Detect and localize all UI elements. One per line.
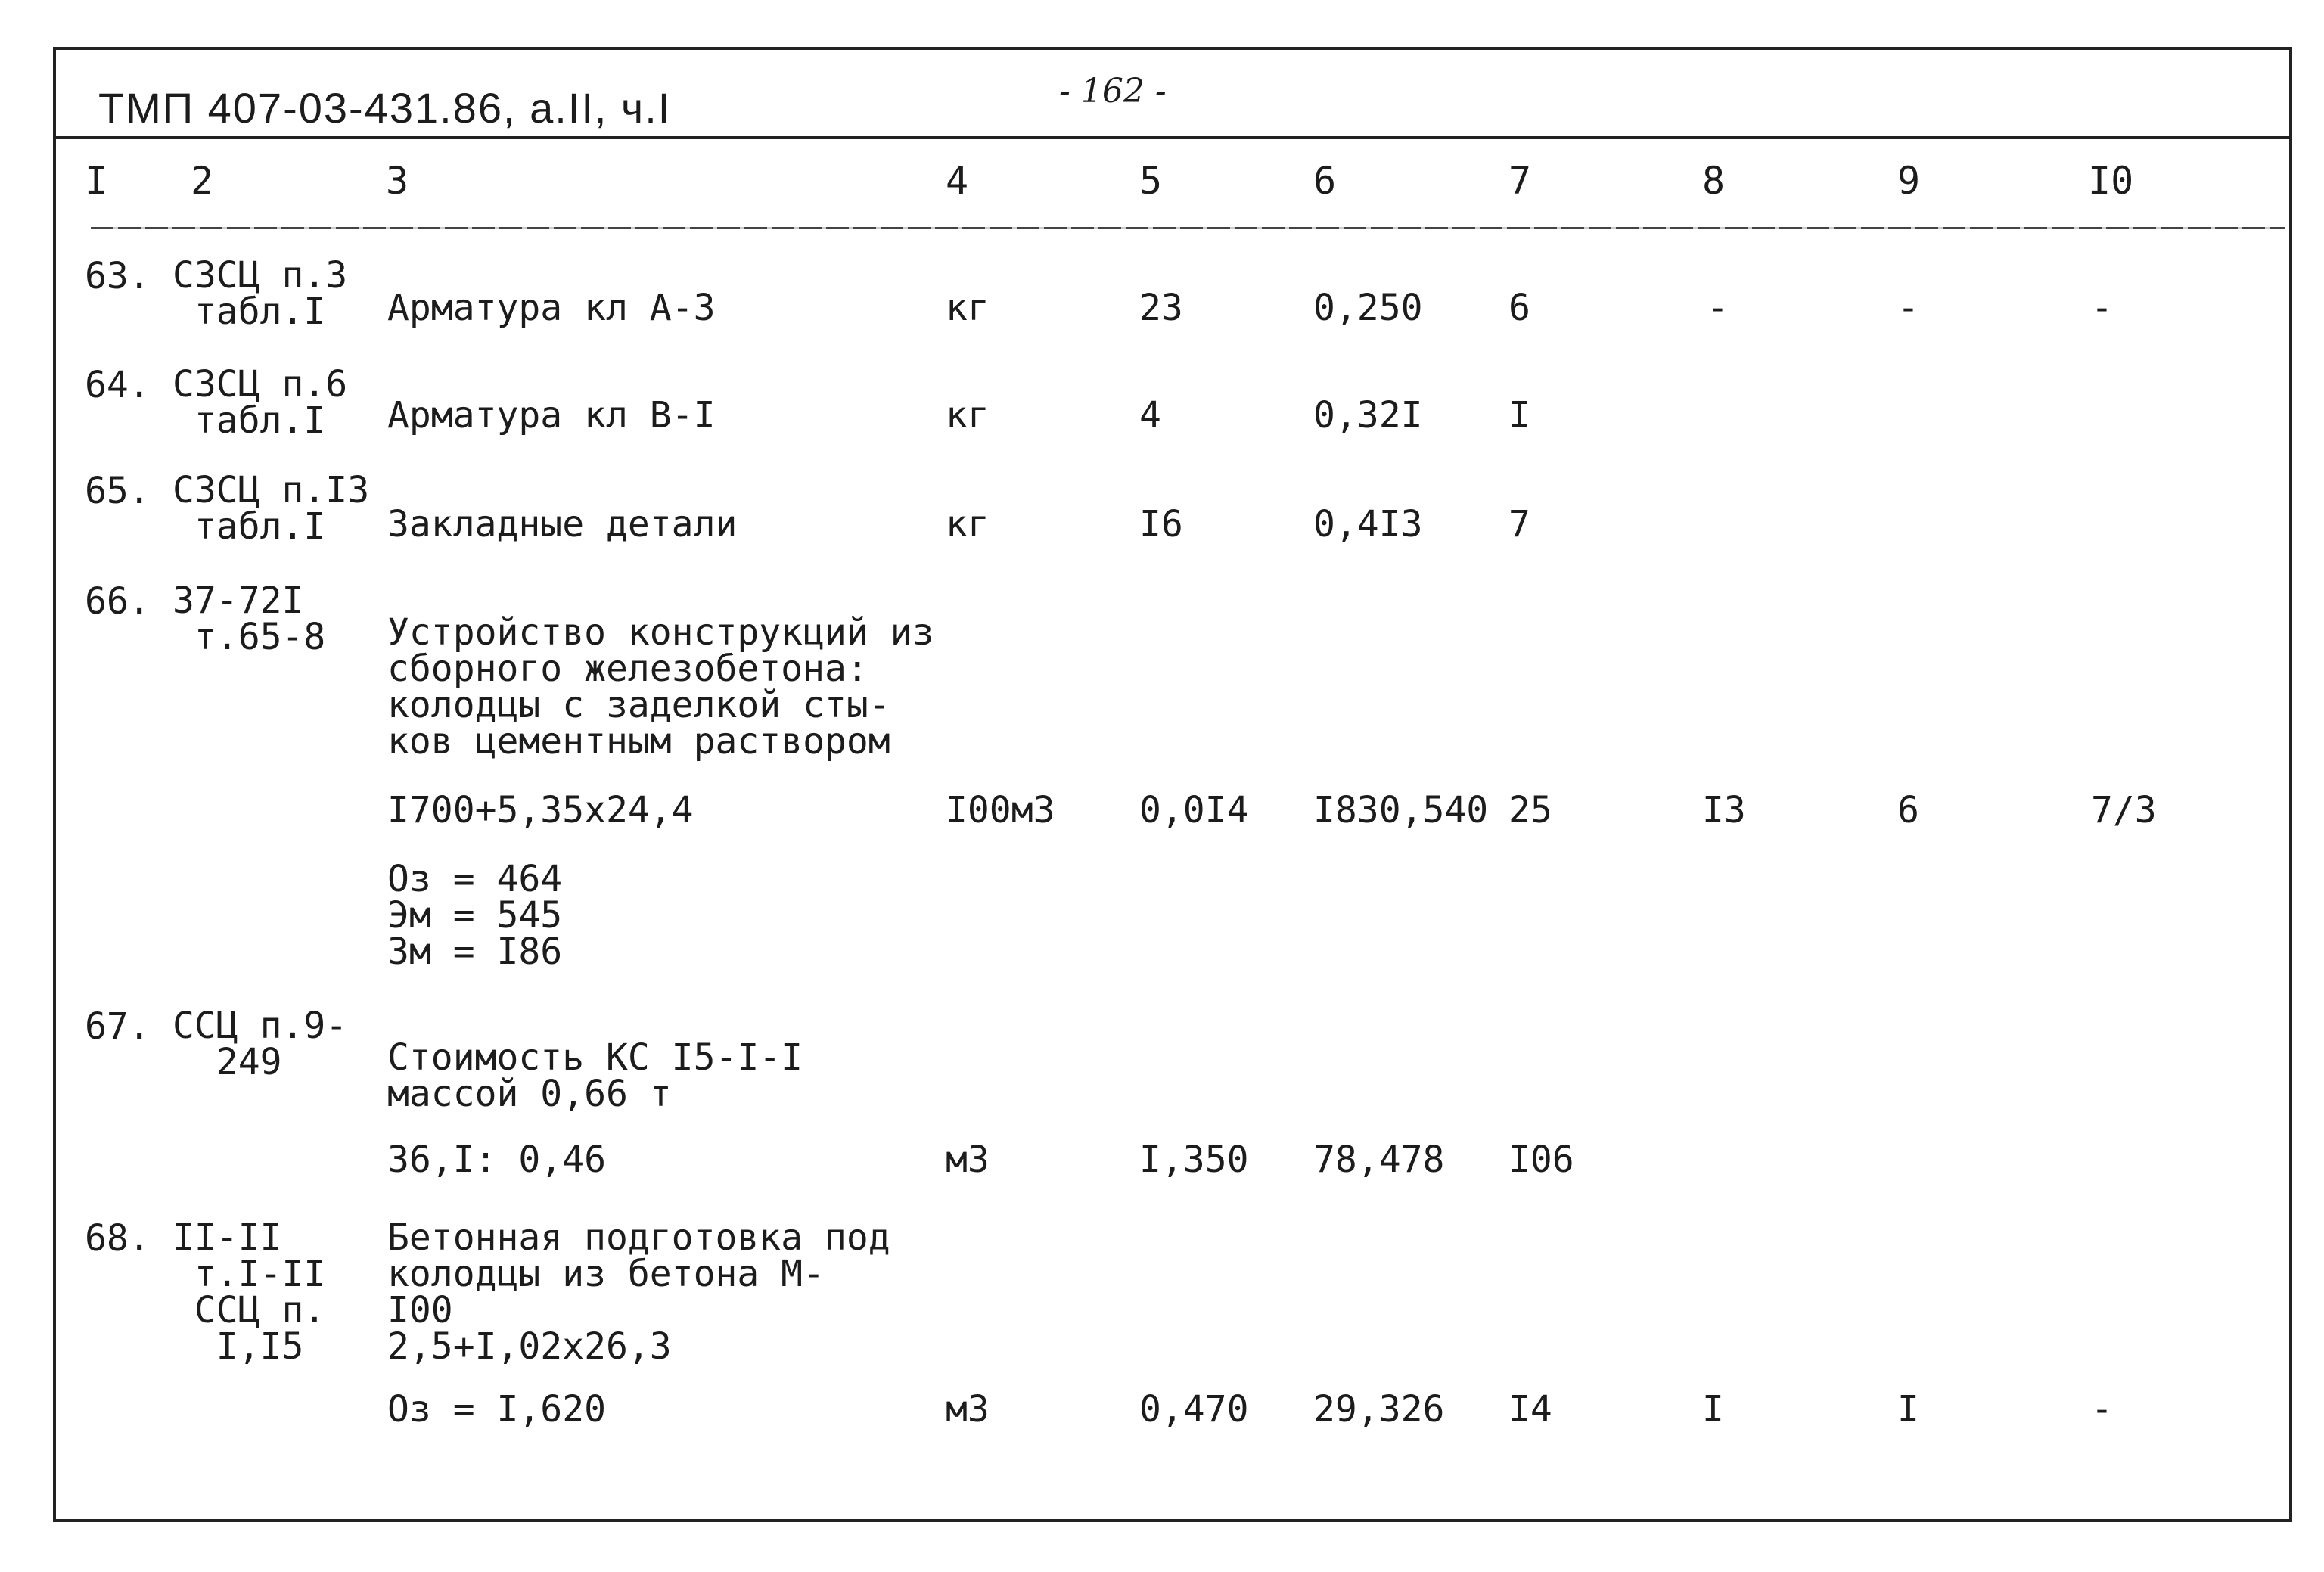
row-quantity: 23	[1139, 287, 1183, 329]
row-name: Закладные детали	[387, 503, 738, 545]
column-header: 6	[1313, 159, 1337, 203]
row-unit: м3	[946, 1388, 990, 1431]
row-price: 0,250	[1313, 287, 1423, 329]
row-name: Устройство конструкций из сборного железобетона: колодцы с заделкой сты- ков цементным раствором	[387, 611, 934, 763]
row-col9: -	[1897, 287, 1919, 329]
row-col10: 7/3	[2091, 789, 2157, 831]
row-quantity: I6	[1139, 503, 1183, 545]
row-code: СЗСЦ п.6 табл.I	[172, 363, 348, 442]
row-name: Арматура кл А-3	[387, 287, 716, 329]
page-number: - 162 -	[1059, 72, 1167, 110]
row-number: 65.	[85, 470, 151, 512]
row-unit: кг	[946, 287, 990, 329]
column-header: 7	[1508, 159, 1532, 203]
row-col7: 6	[1508, 287, 1530, 329]
row-formula: I700+5,35х24,4	[387, 789, 694, 831]
row-price: I830,540	[1313, 789, 1489, 831]
row-unit: кг	[946, 394, 990, 436]
column-header: 5	[1139, 159, 1163, 203]
row-quantity: 0,470	[1139, 1388, 1249, 1431]
row-col9: I	[1897, 1388, 1919, 1431]
row-col7: 7	[1508, 503, 1530, 545]
row-name: Арматура кл В-I	[387, 394, 716, 436]
column-header: I0	[2088, 159, 2134, 203]
row-col7: I	[1508, 394, 1530, 436]
row-col8: -	[1707, 287, 1729, 329]
row-quantity: 0,0I4	[1139, 789, 1249, 831]
row-unit: I00м3	[946, 789, 1055, 831]
row-col7: I06	[1508, 1139, 1574, 1181]
column-header: I	[85, 159, 108, 203]
row-name: Стоимость КС I5-I-I массой 0,66 т	[387, 1036, 803, 1115]
document-reference: ТМП 407-03-431.86, а.II, ч.I	[98, 84, 672, 132]
column-header: 2	[191, 159, 214, 203]
row-price: 29,326	[1313, 1388, 1445, 1431]
row-code: II-II т.I-II ССЦ п. I,I5	[172, 1216, 326, 1368]
row-code: СЗСЦ п.I3 табл.I	[172, 469, 370, 548]
row-quantity: 4	[1139, 394, 1161, 436]
row-quantity: I,350	[1139, 1139, 1249, 1181]
row-unit: м3	[946, 1139, 990, 1181]
row-number: 68.	[85, 1217, 151, 1260]
row-col7: 25	[1508, 789, 1552, 831]
row-number: 63.	[85, 255, 151, 297]
row-name: Бетонная подготовка под колодцы из бетона М- I00 2,5+I,02х26,3	[387, 1216, 890, 1368]
row-number: 64.	[85, 364, 151, 406]
column-header: 9	[1897, 159, 1921, 203]
row-price: 0,32I	[1313, 394, 1423, 436]
row-col8: I	[1702, 1388, 1724, 1431]
row-col10: -	[2091, 1388, 2113, 1431]
column-header: 8	[1702, 159, 1726, 203]
row-code: СЗСЦ п.3 табл.I	[172, 254, 348, 333]
row-price: 78,478	[1313, 1139, 1445, 1181]
row-formula: Оз = I,620	[387, 1388, 606, 1431]
row-notes: Оз = 464 Эм = 545 Зм = I86	[387, 858, 563, 973]
row-unit: кг	[946, 503, 990, 545]
column-header-rule	[91, 227, 2285, 229]
row-col9: 6	[1897, 789, 1919, 831]
row-code: ССЦ п.9- 249	[172, 1005, 348, 1083]
row-col8: I3	[1702, 789, 1746, 831]
row-code: 37-72I т.65-8	[172, 579, 326, 658]
header-rule	[53, 136, 2292, 139]
row-col7: I4	[1508, 1388, 1552, 1431]
column-header: 3	[386, 159, 409, 203]
row-col10: -	[2091, 287, 2113, 329]
row-number: 66.	[85, 580, 151, 623]
row-price: 0,4I3	[1313, 503, 1423, 545]
row-number: 67.	[85, 1005, 151, 1048]
row-formula: 36,I: 0,46	[387, 1139, 606, 1181]
column-header: 4	[946, 159, 969, 203]
